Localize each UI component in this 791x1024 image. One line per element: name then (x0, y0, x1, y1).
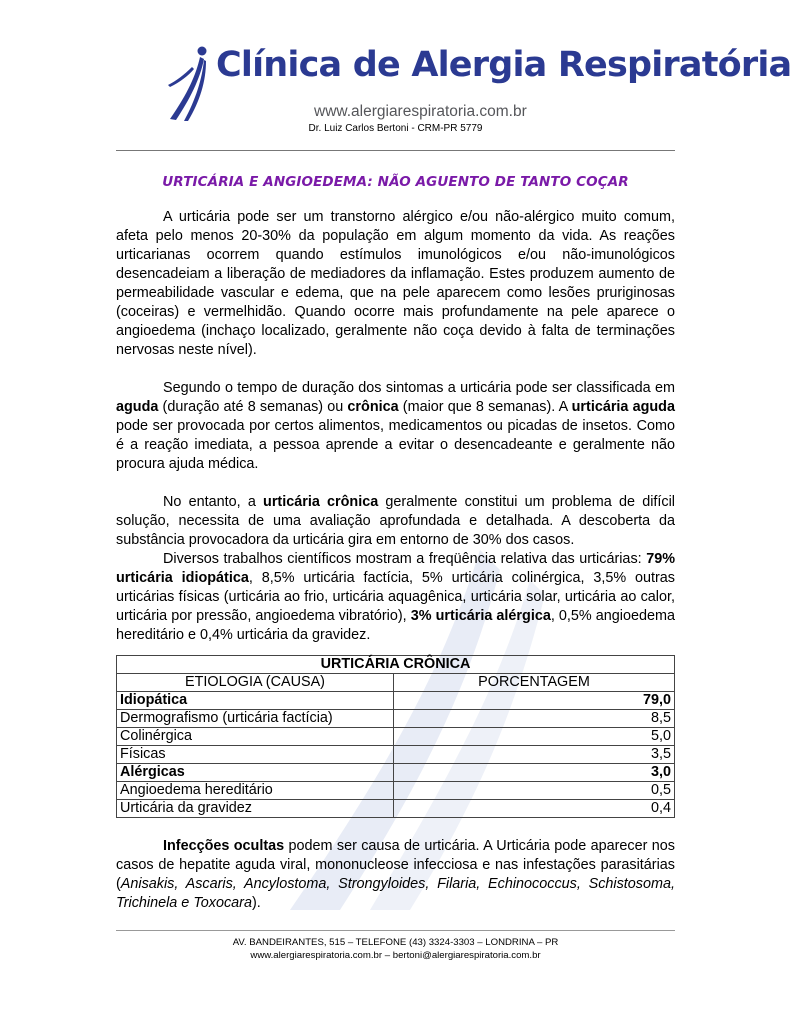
column-header-percentage: PORCENTAGEM (394, 674, 675, 692)
table-row (117, 782, 675, 800)
cell-cause: Físicas (117, 746, 394, 764)
cell-percentage: 8,5 (394, 710, 675, 728)
paragraph-chronic: No entanto, a urticária crônica geralmente constitui um problema de difícil solução, necessita de uma avaliação aprofundada e detalhada. A descoberta da substância provocadora da urticária gira em entorno de 30% dos casos. (116, 494, 676, 548)
cell-cause: Idiopática (117, 692, 394, 710)
cell-percentage: 3,0 (394, 764, 675, 782)
table-row (117, 728, 675, 746)
chronic-urticaria-table (116, 655, 675, 818)
paragraph-duration: Segundo o tempo de duração dos sintomas a urticária pode ser classificada em aguda (duração até 8 semanas) ou crônica (maior que 8 semanas). A urticária aguda pode ser provocada por certos alimentos, medicamentos ou picadas de insetos. Como é a reação imediata, a pessoa aprende a evitar o desencadeante e geralmente não procura ajuda médica. (116, 380, 675, 472)
page-footer (116, 936, 675, 962)
column-header-cause: ETIOLOGIA (CAUSA) (117, 674, 394, 692)
document-page (116, 0, 791, 961)
article-continuation (116, 837, 675, 913)
stylized-figure-icon (166, 45, 214, 125)
table-row (117, 746, 675, 764)
footer-divider (116, 930, 675, 931)
table-row (117, 692, 675, 710)
table-row (117, 710, 675, 728)
doctor-credential: Dr. Luiz Carlos Bertoni - CRM-PR 5779 (308, 123, 483, 134)
cell-cause: Colinérgica (117, 728, 394, 746)
cell-percentage: 79,0 (394, 692, 675, 710)
paragraph-frequency: Diversos trabalhos científicos mostram a freqüência relativa das urticárias: 79% urticária idiopática, 8,5% urticária factícia, 5% urticária colinérgica, 3,5% outras urticárias físicas (urticária ao frio, urticária aquagênica, urticária solar, urticária ao calor, urticária por pressão, angioedema vibratório), 3% urticária alérgica, 0,5% angioedema hereditário e 0,4% urticária da gravidez. (116, 551, 675, 643)
paragraph-intro: A urticária pode ser um transtorno alérgico e/ou não-alérgico muito comum, afeta pelo menos 20-30% da população em algum momento da vida. As reações urticarianas ocorrem quando estímulos imunológicos e/ou não-imunológicos desencadeiam a liberação de mediadores da inflamação. Estes produzem aumento de permeabilidade vascular e edema, que na pele aparecem como lesões pruriginosas (coceiras) e vermelhidão. Quando ocorre mais profundamente na pele aparece o angioedema (inchaço localizado, geralmente não coça devido à falta de terminações nervosas neste nível). (116, 209, 675, 358)
cell-cause: Dermografismo (urticária factícia) (117, 710, 394, 728)
table-title: URTICÁRIA CRÔNICA (117, 656, 675, 674)
clinic-logo-text: Clínica de Alergia Respiratória (216, 45, 791, 85)
cell-percentage: 5,0 (394, 728, 675, 746)
cell-cause: Angioedema hereditário (117, 782, 394, 800)
document-title: URTICÁRIA E ANGIOEDEMA: NÃO AGUENTO DE TANTO COÇAR (162, 174, 629, 190)
cell-percentage: 3,5 (394, 746, 675, 764)
cell-percentage: 0,5 (394, 782, 675, 800)
footer-contact: www.alergiarespiratoria.com.br – bertoni@alergiarespiratoria.com.br (250, 950, 541, 961)
cell-percentage: 0,4 (394, 800, 675, 818)
letterhead (116, 0, 791, 150)
footer-address: AV. BANDEIRANTES, 515 – TELEFONE (43) 3324-3303 – LONDRINA – PR (232, 937, 559, 948)
cell-cause: Alérgicas (117, 764, 394, 782)
paragraph-infections: Infecções ocultas podem ser causa de urticária. A Urticária pode aparecer nos casos de hepatite aguda viral, mononucleose infecciosa e nas infestações parasitárias (Anisakis, Ascaris, Ancylostoma, Strongyloides, Filaria, Echinococcus, Schistosoma, Trichinela e Toxocara). (116, 838, 675, 911)
header-divider (116, 150, 675, 151)
table-row (117, 800, 675, 818)
table-row (117, 764, 675, 782)
article-body (116, 208, 675, 645)
clinic-url: www.alergiarespiratoria.com.br (314, 103, 527, 120)
cell-cause: Urticária da gravidez (117, 800, 394, 818)
